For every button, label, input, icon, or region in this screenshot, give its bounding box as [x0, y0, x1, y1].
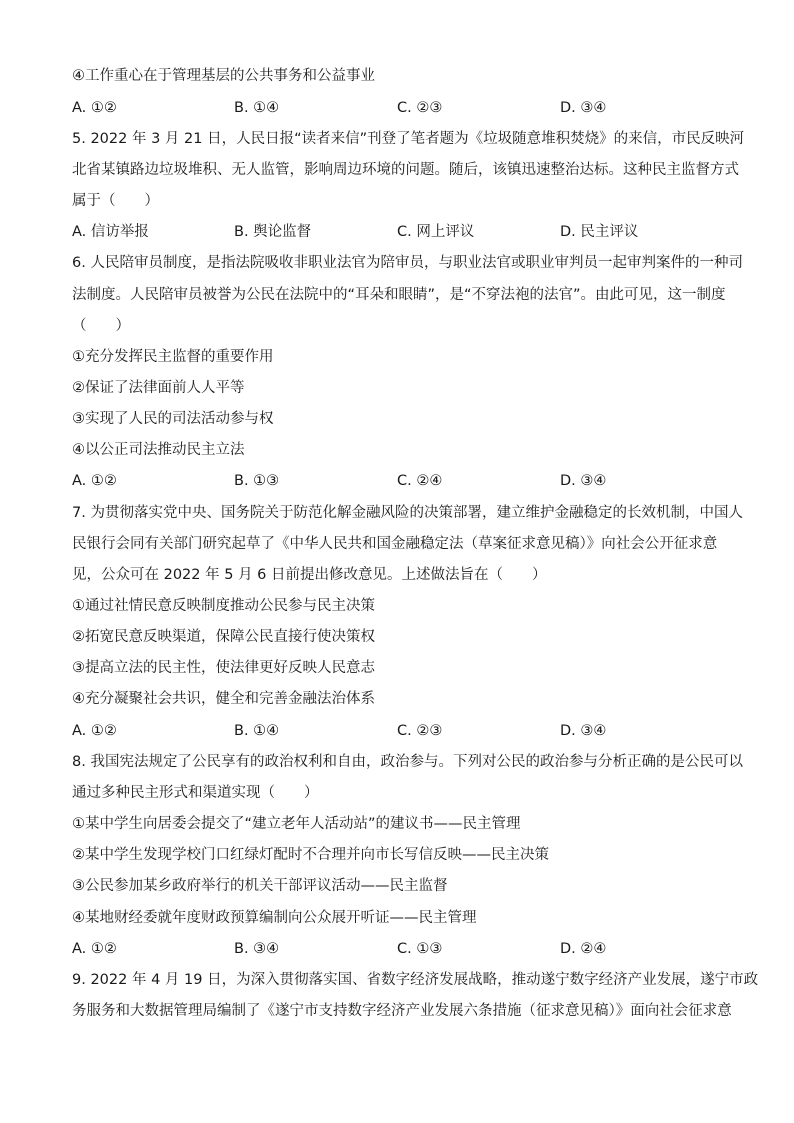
- q5-stem-line-3: 属于（ ）: [72, 193, 159, 209]
- q7-stem-line-1: 7. 为贯彻落实党中央、国务院关于防范化解金融风险的决策部署，建立维护金融稳定的长效机制，中国人: [72, 505, 743, 521]
- q6-statement-2: ②保证了法律面前人人平等: [72, 380, 245, 396]
- q8-statement-2: ②某中学生发现学校门口红绿灯配时不合理并向市长写信反映——民主决策: [72, 847, 549, 863]
- q8-statement-1: ①某中学生向居委会提交了“建立老年人活动站”的建议书——民主管理: [72, 816, 521, 832]
- q7-options: [72, 721, 732, 741]
- option-c: C. ②③: [397, 723, 443, 739]
- option-a: A. ①②: [72, 100, 117, 116]
- q5-options: [72, 222, 732, 242]
- option-b: B. 舆论监督: [234, 224, 312, 240]
- option-c: C. ①③: [397, 941, 443, 957]
- q9-stem-line-1: 9. 2022 年 4 月 19 日，为深入贯彻落实国、省数字经济发展战略，推动遂宁数字经济产业发展，遂宁市政: [72, 972, 759, 988]
- option-a: A. 信访举报: [72, 224, 149, 240]
- q6-statement-4: ④以公正司法推动民主立法: [72, 442, 245, 458]
- q6-statement-3: ③实现了人民的司法活动参与权: [72, 411, 274, 427]
- q7-statement-4: ④充分凝聚社会共识，健全和完善金融法治体系: [72, 691, 375, 707]
- option-c: C. ②④: [397, 473, 443, 489]
- option-d: D. ③④: [560, 473, 607, 489]
- option-b: B. ①④: [234, 100, 280, 116]
- q8-options: [72, 939, 732, 959]
- q5-stem-line-1: 5. 2022 年 3 月 21 日，人民日报“读者来信”刊登了笔者题为《垃圾随意堆积焚烧》的来信，市民反映河: [72, 131, 745, 147]
- q5-stem-line-2: 北省某镇路边垃圾堆积、无人监管，影响周边环境的问题。随后，该镇迅速整治达标。这种民主监督方式: [72, 162, 739, 178]
- option-b: B. ③④: [234, 941, 280, 957]
- q9-stem-line-2: 务服务和大数据管理局编制了《遂宁市支持数字经济产业发展六条措施（征求意见稿）》面向社会征求意: [72, 1003, 732, 1019]
- q8-statement-3: ③公民参加某乡政府举行的机关干部评议活动——民主监督: [72, 878, 448, 894]
- q4-options: [72, 98, 732, 118]
- option-b: B. ①③: [234, 473, 280, 489]
- q6-statement-1: ①充分发挥民主监督的重要作用: [72, 349, 274, 365]
- q7-stem-line-2: 民银行会同有关部门研究起草了《中华人民共和国金融稳定法（草案征求意见稿）》向社会公开征求意: [72, 536, 718, 552]
- q7-statement-2: ②拓宽民意反映渠道，保障公民直接行使决策权: [72, 629, 375, 645]
- option-d: D. 民主评议: [560, 224, 639, 240]
- option-d: D. ③④: [560, 100, 607, 116]
- q6-stem-line-1: 6. 人民陪审员制度，是指法院吸收非职业法官为陪审员，与职业法官或职业审判员一起审判案件的一种司: [72, 255, 743, 271]
- option-a: A. ①②: [72, 723, 117, 739]
- q4-statement-4: ④工作重心在于管理基层的公共事务和公益事业: [72, 68, 375, 84]
- option-c: C. 网上评议: [397, 224, 475, 240]
- q8-stem-line-1: 8. 我国宪法规定了公民享有的政治权利和自由，政治参与。下列对公民的政治参与分析正确的是公民可以: [72, 754, 743, 770]
- q6-options: [72, 471, 732, 491]
- q7-statement-1: ①通过社情民意反映制度推动公民参与民主决策: [72, 598, 375, 614]
- option-d: D. ②④: [560, 941, 607, 957]
- option-b: B. ①④: [234, 723, 280, 739]
- q7-stem-line-3: 见，公众可在 2022 年 5 月 6 日前提出修改意见。上述做法旨在（ ）: [72, 567, 547, 583]
- option-a: A. ①②: [72, 473, 117, 489]
- q7-statement-3: ③提高立法的民主性，使法律更好反映人民意志: [72, 660, 375, 676]
- q6-stem-line-2: 法制度。人民陪审员被誉为公民在法院中的“耳朵和眼睛”，是“不穿法袍的法官”。由此可见，这一制度: [72, 287, 726, 303]
- option-d: D. ③④: [560, 723, 607, 739]
- option-c: C. ②③: [397, 100, 443, 116]
- q8-statement-4: ④某地财经委就年度财政预算编制向公众展开听证——民主管理: [72, 910, 477, 926]
- q8-stem-line-2: 通过多种民主形式和渠道实现（ ）: [72, 785, 319, 801]
- option-a: A. ①②: [72, 941, 117, 957]
- q6-stem-line-3: （ ）: [72, 318, 130, 334]
